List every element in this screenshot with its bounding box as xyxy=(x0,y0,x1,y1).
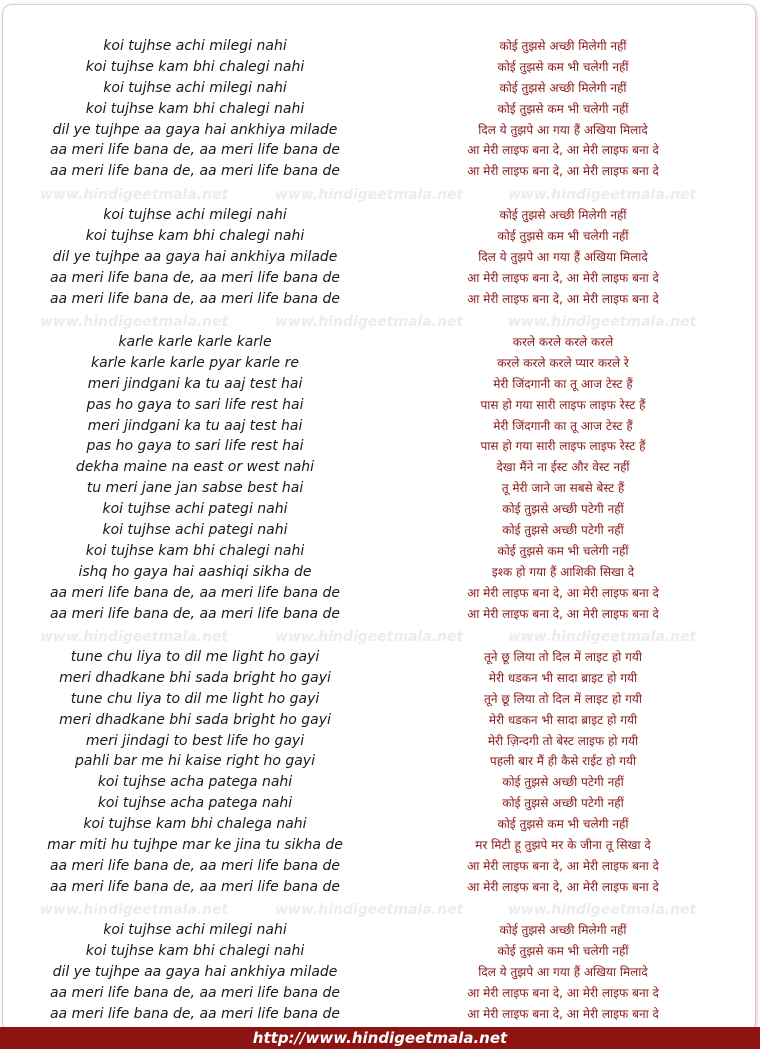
lyric-devanagari: आ मेरी लाइफ बना दे, आ मेरी लाइफ बना दे xyxy=(467,606,659,621)
lyric-line xyxy=(0,689,760,710)
lyric-line xyxy=(0,877,760,898)
lyric-line xyxy=(0,332,760,353)
lyric-devanagari: कोई तुझसे अच्छी पटेगी नहीं xyxy=(502,775,624,790)
lyric-romanized: aa meri life bana de, aa meri life bana de xyxy=(49,984,341,1001)
lyric-line xyxy=(0,962,760,983)
lyric-line xyxy=(0,647,760,668)
lyric-devanagari: आ मेरी लाइफ बना दे, आ मेरी लाइफ बना दे xyxy=(467,270,659,285)
lyric-devanagari: कोई तुझसे कम भी चलेगी नहीं xyxy=(497,228,629,243)
lyric-romanized: koi tujhse kam bhi chalegi nahi xyxy=(85,100,305,117)
lyric-devanagari: पास हो गया सारी लाइफ लाइफ रेस्ट हैं xyxy=(480,397,646,412)
lyric-romanized: koi tujhse kam bhi chalegi nahi xyxy=(85,942,305,959)
lyric-line xyxy=(0,814,760,835)
lyric-romanized: koi tujhse achi milegi nahi xyxy=(103,79,287,96)
lyric-romanized: karle karle karle karle xyxy=(118,334,272,350)
lyric-line xyxy=(0,353,760,374)
lyric-line xyxy=(0,583,760,604)
lyric-romanized: koi tujhse achi pategi nahi xyxy=(102,501,288,518)
lyric-devanagari: आ मेरी लाइफ बना दे, आ मेरी लाइफ बना दे xyxy=(467,585,659,600)
lyric-line xyxy=(0,226,760,247)
lyric-romanized: koi tujhse achi milegi nahi xyxy=(103,38,287,54)
lyric-romanized: koi tujhse kam bhi chalegi nahi xyxy=(85,227,305,244)
lyric-romanized: pahli bar me hi kaise right ho gayi xyxy=(75,753,315,770)
lyric-devanagari: तूने छू लिया तो दिल में लाइट हो गयी xyxy=(484,650,642,664)
lyric-romanized: tune chu liya to dil me light ho gayi xyxy=(70,649,320,665)
lyrics-stanza xyxy=(0,36,760,182)
lyric-devanagari: कोई तुझसे कम भी चलेगी नहीं xyxy=(497,817,629,832)
watermark-text: www.hindigeetmala.net xyxy=(508,187,697,203)
lyric-romanized: karle karle karle pyar karle re xyxy=(91,354,299,371)
lyric-line xyxy=(0,457,760,478)
watermark-text: www.hindigeetmala.net xyxy=(40,629,229,645)
lyric-romanized: koi tujhse acha patega nahi xyxy=(97,774,293,791)
lyric-romanized: aa meri life bana de, aa meri life bana de xyxy=(49,269,341,286)
watermark-text: www.hindigeetmala.net xyxy=(508,314,697,330)
lyric-romanized: koi tujhse achi milegi nahi xyxy=(103,207,287,223)
lyric-line xyxy=(0,793,760,814)
lyric-line xyxy=(0,751,760,772)
watermark-text: www.hindigeetmala.net xyxy=(275,314,464,330)
lyric-romanized: aa meri life bana de, aa meri life bana de xyxy=(49,584,341,601)
lyric-devanagari: आ मेरी लाइफ बना दे, आ मेरी लाइफ बना दे xyxy=(467,985,659,1000)
lyric-devanagari: तूने छू लिया तो दिल में लाइट हो गयी xyxy=(484,691,642,706)
lyric-romanized: dil ye tujhpe aa gaya hai ankhiya milade xyxy=(52,963,338,980)
lyric-line xyxy=(0,416,760,437)
lyric-devanagari: आ मेरी लाइफ बना दे, आ मेरी लाइफ बना दे xyxy=(467,143,659,158)
lyric-devanagari: पहली बार मैं ही कैसे राईट हो गयी xyxy=(489,754,637,769)
lyric-romanized: tune chu liya to dil me light ho gayi xyxy=(70,690,320,707)
watermark-row xyxy=(0,185,760,205)
lyric-romanized: meri jindgani ka tu aaj test hai xyxy=(87,375,303,392)
lyric-devanagari: कोई तुझसे अच्छी मिलेगी नहीं xyxy=(499,39,627,53)
footer-bar xyxy=(0,1027,760,1049)
lyric-devanagari: कोई तुझसे कम भी चलेगी नहीं xyxy=(497,59,629,74)
lyric-devanagari: इश्क हो गया हैं आशिकी सिखा दे xyxy=(491,564,635,579)
lyric-romanized: aa meri life bana de, aa meri life bana de xyxy=(49,605,341,622)
watermark-text: www.hindigeetmala.net xyxy=(275,187,464,203)
lyric-line xyxy=(0,856,760,877)
lyric-line xyxy=(0,374,760,395)
lyric-devanagari: करले करले करले प्यार करले रे xyxy=(497,355,629,370)
watermark-row xyxy=(0,900,760,920)
lyric-devanagari: कोई तुझसे अच्छी पटेगी नहीं xyxy=(502,502,624,517)
lyric-devanagari: कोई तुझसे अच्छी पटेगी नहीं xyxy=(502,523,624,538)
lyric-romanized: tu meri jane jan sabse best hai xyxy=(86,480,304,497)
lyric-line xyxy=(0,499,760,520)
lyric-line xyxy=(0,772,760,793)
lyric-romanized: meri dhadkane bhi sada bright ho gayi xyxy=(59,669,331,686)
lyric-devanagari: दिल ये तुझपे आ गया हैं अखिया मिलादे xyxy=(478,249,648,264)
lyric-romanized: meri jindgani ka tu aaj test hai xyxy=(87,417,303,434)
watermark-text: www.hindigeetmala.net xyxy=(275,629,464,645)
lyric-devanagari: मर मिटी हू तुझपे मर के जीना तू सिखा दे xyxy=(475,838,651,853)
lyric-romanized: koi tujhse kam bhi chalegi nahi xyxy=(85,542,305,559)
lyric-romanized: dil ye tujhpe aa gaya hai ankhiya milade xyxy=(52,121,338,138)
lyric-line xyxy=(0,289,760,310)
lyric-romanized: mar miti hu tujhpe mar ke jina tu sikha de xyxy=(47,837,343,854)
lyric-devanagari: कोई तुझसे कम भी चलेगी नहीं xyxy=(497,101,629,116)
lyric-romanized: koi tujhse kam bhi chalegi nahi xyxy=(85,58,305,75)
lyric-devanagari: मेरी जिंदगानी का तू आज टेस्ट हैं xyxy=(493,376,633,391)
lyric-devanagari: मेरी धडकन भी सादा ब्राइट हो गयी xyxy=(488,670,638,685)
lyrics-stanza xyxy=(0,920,760,1024)
lyric-line xyxy=(0,983,760,1004)
lyric-romanized: aa meri life bana de, aa meri life bana de xyxy=(49,290,341,307)
lyric-devanagari: कोई तुझसे कम भी चलेगी नहीं xyxy=(497,943,629,958)
lyric-line xyxy=(0,78,760,99)
website-link[interactable]: http://www.hindigeetmala.net xyxy=(252,1029,508,1047)
lyric-devanagari: करले करले करले करले xyxy=(512,335,614,349)
lyric-devanagari: मेरी धडकन भी सादा ब्राइट हो गयी xyxy=(488,712,638,727)
lyric-devanagari: दिल ये तुझपे आ गया हैं अखिया मिलादे xyxy=(478,964,648,979)
lyric-romanized: koi tujhse achi pategi nahi xyxy=(102,522,288,539)
lyric-line xyxy=(0,268,760,289)
lyric-line xyxy=(0,731,760,752)
watermark-text: www.hindigeetmala.net xyxy=(40,314,229,330)
watermark-text: www.hindigeetmala.net xyxy=(40,187,229,203)
lyrics-stanza xyxy=(0,205,760,309)
lyric-line xyxy=(0,395,760,416)
lyric-line xyxy=(0,941,760,962)
watermark-text: www.hindigeetmala.net xyxy=(40,902,229,918)
lyric-devanagari: तू मेरी जाने जा सबसे बेस्ट हैं xyxy=(501,481,625,496)
lyric-devanagari: कोई तुझसे अच्छी मिलेगी नहीं xyxy=(499,923,627,937)
lyric-devanagari: पास हो गया सारी लाइफ लाइफ रेस्ट हैं xyxy=(480,439,646,454)
lyric-devanagari: आ मेरी लाइफ बना दे, आ मेरी लाइफ बना दे xyxy=(467,164,659,179)
lyric-line xyxy=(0,36,760,57)
lyric-line xyxy=(0,57,760,78)
lyric-romanized: dil ye tujhpe aa gaya hai ankhiya milade xyxy=(52,248,338,265)
lyric-devanagari: कोई तुझसे कम भी चलेगी नहीं xyxy=(497,543,629,558)
watermark-text: www.hindigeetmala.net xyxy=(508,629,697,645)
lyric-romanized: ishq ho gaya hai aashiqi sikha de xyxy=(78,563,312,580)
lyric-line xyxy=(0,140,760,161)
lyric-devanagari: दिल ये तुझपे आ गया हैं अखिया मिलादे xyxy=(478,122,648,137)
lyric-romanized: meri jindagi to best life ho gayi xyxy=(85,732,305,749)
lyric-romanized: aa meri life bana de, aa meri life bana de xyxy=(49,857,341,874)
lyric-line xyxy=(0,161,760,182)
lyric-line xyxy=(0,120,760,141)
lyric-devanagari: आ मेरी लाइफ बना दे, आ मेरी लाइफ बना दे xyxy=(467,858,659,873)
lyric-romanized: pas ho gaya to sari life rest hai xyxy=(86,438,304,455)
lyric-line xyxy=(0,205,760,226)
lyric-romanized: aa meri life bana de, aa meri life bana de xyxy=(49,163,341,180)
lyric-line xyxy=(0,478,760,499)
lyric-romanized: meri dhadkane bhi sada bright ho gayi xyxy=(59,711,331,728)
lyric-devanagari: कोई तुझसे अच्छी पटेगी नहीं xyxy=(502,796,624,811)
lyric-devanagari: देखा मैंने ना ईस्ट और वेस्ट नहीं xyxy=(496,460,630,475)
lyric-line xyxy=(0,541,760,562)
lyric-line xyxy=(0,835,760,856)
lyric-line xyxy=(0,604,760,625)
lyric-devanagari: कोई तुझसे अच्छी मिलेगी नहीं xyxy=(499,208,627,222)
lyric-romanized: koi tujhse acha patega nahi xyxy=(97,795,293,812)
lyric-devanagari: कोई तुझसे अच्छी मिलेगी नहीं xyxy=(499,80,627,95)
lyric-line xyxy=(0,668,760,689)
lyric-line xyxy=(0,247,760,268)
lyric-devanagari: आ मेरी लाइफ बना दे, आ मेरी लाइफ बना दे xyxy=(467,291,659,306)
lyric-line xyxy=(0,710,760,731)
lyric-devanagari: आ मेरी लाइफ बना दे, आ मेरी लाइफ बना दे xyxy=(467,1006,659,1021)
lyrics-stanza xyxy=(0,647,760,898)
lyric-romanized: pas ho gaya to sari life rest hai xyxy=(86,396,304,413)
lyric-line xyxy=(0,99,760,120)
lyric-romanized: dekha maine na east or west nahi xyxy=(75,459,315,476)
lyric-devanagari: मेरी जिंदगानी का तू आज टेस्ट हैं xyxy=(493,418,633,433)
lyric-romanized: aa meri life bana de, aa meri life bana de xyxy=(49,142,341,159)
lyric-line xyxy=(0,920,760,941)
watermark-text: www.hindigeetmala.net xyxy=(275,902,464,918)
watermark-text: www.hindigeetmala.net xyxy=(508,902,697,918)
lyric-romanized: koi tujhse kam bhi chalega nahi xyxy=(83,816,307,833)
lyric-romanized: aa meri life bana de, aa meri life bana de xyxy=(49,1005,341,1022)
lyric-line xyxy=(0,436,760,457)
lyric-romanized: aa meri life bana de, aa meri life bana de xyxy=(49,878,341,895)
lyrics-stanza xyxy=(0,332,760,624)
lyric-line xyxy=(0,520,760,541)
lyric-devanagari: आ मेरी लाइफ बना दे, आ मेरी लाइफ बना दे xyxy=(467,879,659,894)
lyric-line xyxy=(0,562,760,583)
lyric-romanized: koi tujhse achi milegi nahi xyxy=(103,922,287,938)
watermark-row xyxy=(0,312,760,332)
lyric-devanagari: मेरी ज़िन्दगी तो बेस्ट लाइफ हो गयी xyxy=(487,733,639,748)
lyric-line xyxy=(0,1004,760,1025)
watermark-row xyxy=(0,627,760,647)
